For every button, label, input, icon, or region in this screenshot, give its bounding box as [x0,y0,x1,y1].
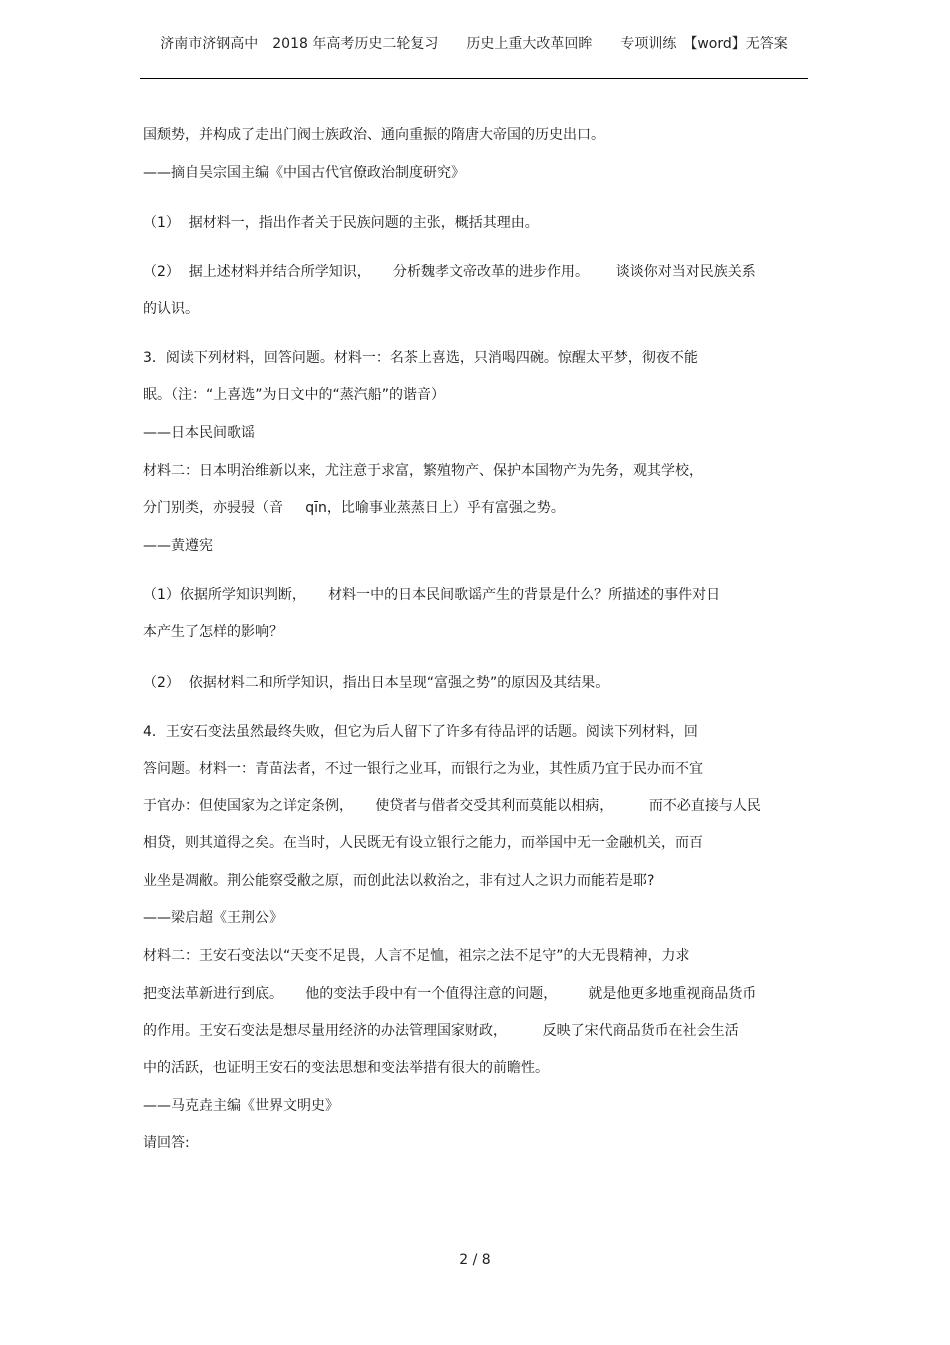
question-heading: 3．阅读下列材料，回答问题。材料一：名茶上喜选，只消喝四碗。惊醒太平梦，彻夜不能 [143,350,698,366]
text-line: 把变法革新进行到底。 他的变法手段中有一个值得注意的问题， 就是他更多地重视商品货币 [143,986,757,1002]
prompt-line: 请回答: [143,1135,190,1151]
text-line: 国颓势，并构成了走出门阀士族政治、通向重振的隋唐大帝国的历史出口。 [143,127,605,143]
text-line: 业坐是凋敝。荆公能察受敝之原，而创此法以救治之，非有过人之识力而能若是耶? [143,873,655,889]
citation-line: ——马克垚主编《世界文明史》 [143,1098,339,1114]
question-line: （1） 据材料一，指出作者关于民族问题的主张，概括其理由。 [143,215,539,231]
citation-line: ——摘自吴宗国主编《中国古代官僚政治制度研究》 [143,165,465,181]
citation-line: ——黄遵宪 [143,538,213,554]
question-line: （1）依据所学知识判断， 材料一中的日本民间歌谣产生的背景是什么？所描述的事件对日 [143,587,721,603]
text-line: 的作用。王安石变法是想尽量用经济的办法管理国家财政， 反映了宋代商品货币在社会生活 [143,1023,739,1039]
text-line: 答问题。材料一：青苗法者，不过一银行之业耳，而银行之为业，其性质乃宜于民办而不宜 [143,761,703,777]
text-line: 材料二：日本明治维新以来，尤注意于求富，繁殖物产、保护本国物产为先务，观其学校， [143,463,703,479]
text-line: 于官办：但使国家为之详定条例， 使贷者与借者交受其利而莫能以相病， 而不必直接与人民 [143,798,761,814]
question-line: 的认识。 [143,301,199,317]
text-line: 相贷，则其道得之矣。在当时，人民既无有设立银行之能力，而举国中无一金融机关，而百 [143,835,703,851]
page-number: 2 / 8 [459,1252,491,1268]
text-line: 中的活跃，也证明王安石的变法思想和变法举措有很大的前瞻性。 [143,1060,549,1076]
text-line: 材料二：王安石变法以“天变不足畏，人言不足恤，祖宗之法不足守”的大无畏精神，力求 [143,948,690,964]
question-line: （2） 据上述材料并结合所学知识， 分析魏孝文帝改革的进步作用。 谈谈你对当对民族关系 [143,264,756,280]
page-header: 济南市济钢高中 2018 年高考历史二轮复习 历史上重大改革回眸 专项训练 【word】无答案 [160,36,788,52]
text-line: 分门别类，亦骎骎（音 qīn，比喻事业蒸蒸日上）乎有富强之势。 [143,500,565,516]
question-line: （2） 依据材料二和所学知识，指出日本呈现“富强之势”的原因及其结果。 [143,675,610,691]
text-line: 眠。（注：“上喜选”为日文中的“蒸汽船”的谐音） [143,387,446,403]
header-divider [140,78,808,79]
citation-line: ——日本民间歌谣 [143,425,255,441]
question-line: 本产生了怎样的影响？ [143,624,283,640]
citation-line: ——梁启超《王荆公》 [143,910,283,926]
question-heading: 4．王安石变法虽然最终失败，但它为后人留下了许多有待品评的话题。阅读下列材料，回 [143,724,698,740]
